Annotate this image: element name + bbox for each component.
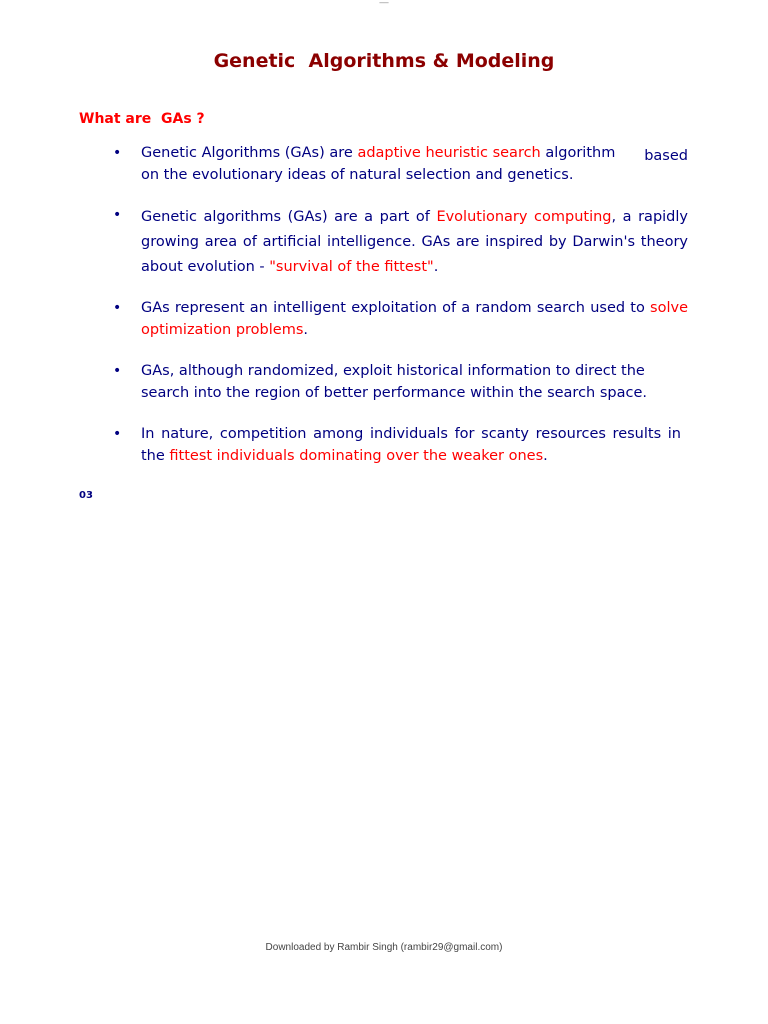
bullet-marker: • xyxy=(113,363,122,379)
bullet-1-text-right: based xyxy=(644,148,688,164)
bullet-marker: • xyxy=(113,145,122,161)
bullet-2-text-c: . xyxy=(433,259,439,275)
section-heading: What are GAs ? xyxy=(79,111,205,127)
bullet-item-5 xyxy=(141,424,681,467)
bullet-item-4 xyxy=(141,361,681,404)
page-number: 03 xyxy=(79,490,93,501)
bullet-item-2 xyxy=(141,205,688,280)
bullet-item-3 xyxy=(141,298,688,341)
bullet-item-1 xyxy=(141,143,688,186)
bullet-2-text-b: , a rapidly growing area of artificial intelligence. GAs are inspired by Darwin's theory about evolution - xyxy=(141,209,688,275)
header-mark xyxy=(0,0,768,4)
bullet-4-text-a: GAs, although randomized, exploit historical information to direct the search into the region of better performance within the search space. xyxy=(141,363,647,401)
bullet-1-text-b: algorithm xyxy=(540,145,616,161)
bullet-marker: • xyxy=(113,426,122,442)
page-title: Genetic Algorithms & Modeling xyxy=(213,50,555,72)
bullet-3-text-c: . xyxy=(303,321,308,338)
bullet-marker: • xyxy=(113,207,122,223)
bullet-5-text-c: . xyxy=(543,447,548,464)
bullet-5-highlight: fittest individuals dominating over the weaker ones xyxy=(169,447,544,464)
bullet-3-text-a: GAs represent an intelligent exploitation of a random search used to xyxy=(141,300,651,316)
bullet-1-highlight: adaptive heuristic search xyxy=(357,145,541,161)
bullet-marker: • xyxy=(113,300,122,316)
bullet-1-text-c: on the evolutionary ideas of natural selection and genetics. xyxy=(141,166,574,183)
bullet-2-text-a: Genetic algorithms (GAs) are a part of xyxy=(141,209,437,225)
bullet-2-highlight-1: Evolutionary computing xyxy=(436,209,612,225)
bullet-1-text-a: Genetic Algorithms (GAs) are xyxy=(141,145,358,161)
bullet-5-text-a: In nature, competition among individuals for scanty resources results in the xyxy=(141,426,681,464)
bullet-2-highlight-2: "survival of the fittest" xyxy=(269,259,434,275)
bullet-3-highlight: solve optimization problems xyxy=(141,300,688,338)
download-footer: Downloaded by Rambir Singh (rambir29@gmail.com) xyxy=(265,942,503,953)
